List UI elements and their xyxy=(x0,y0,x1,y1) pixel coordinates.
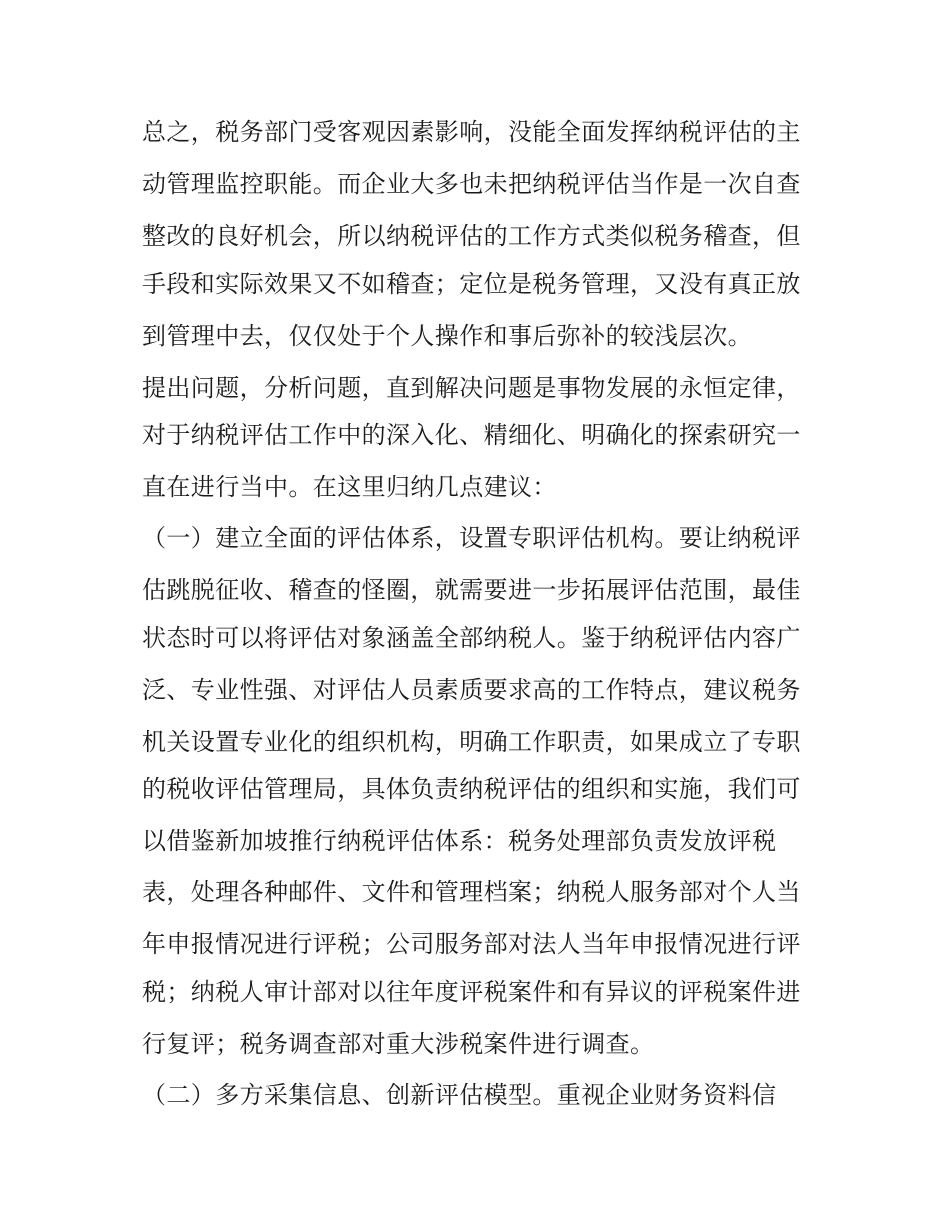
text-line: 泛、专业性强、对评估人员素质要求高的工作特点，建议税务 xyxy=(142,676,801,704)
text-line: 直在进行当中。在这里归纳几点建议： xyxy=(142,473,557,501)
text-line: 状态时可以将评估对象涵盖全部纳税人。鉴于纳税评估内容广 xyxy=(142,624,801,652)
text-line: 行复评；税务调查部对重大涉税案件进行调查。 xyxy=(142,1030,655,1058)
text-line: 年申报情况进行评税；公司服务部对法人当年申报情况进行评 xyxy=(142,930,801,958)
text-line: 整改的良好机会，所以纳税评估的工作方式类似税务稽查，但 xyxy=(142,222,801,250)
text-line: 表，处理各种邮件、文件和管理档案；纳税人服务部对个人当 xyxy=(142,878,801,906)
text-line: 机关设置专业化的组织机构，明确工作职责，如果成立了专职 xyxy=(142,728,801,756)
text-line: 的税收评估管理局，具体负责纳税评估的组织和实施，我们可 xyxy=(142,775,801,803)
text-line: 提出问题，分析问题，直到解决问题是事物发展的永恒定律， xyxy=(142,374,801,402)
text-line: 税；纳税人审计部对以往年度评税案件和有异议的评税案件进 xyxy=(142,978,801,1006)
text-line: 对于纳税评估工作中的深入化、精细化、明确化的探索研究一 xyxy=(142,421,801,449)
text-line: 以借鉴新加坡推行纳税评估体系：税务处理部负责发放评税 xyxy=(142,827,777,855)
text-line: 手段和实际效果又不如稽查；定位是税务管理，又没有真正放 xyxy=(142,270,801,298)
text-line: （一）建立全面的评估体系，设置专职评估机构。要让纳税评 xyxy=(142,524,801,552)
text-line: （二）多方采集信息、创新评估模型。重视企业财务资料信 xyxy=(142,1081,777,1109)
text-line: 动管理监控职能。而企业大多也未把纳税评估当作是一次自查 xyxy=(142,170,801,198)
text-line: 总之，税务部门受客观因素影响，没能全面发挥纳税评估的主 xyxy=(142,118,801,146)
text-line: 到管理中去，仅仅处于个人操作和事后弥补的较浅层次。 xyxy=(142,322,752,350)
text-line: 估跳脱征收、稽查的怪圈，就需要进一步拓展评估范围，最佳 xyxy=(142,576,801,604)
